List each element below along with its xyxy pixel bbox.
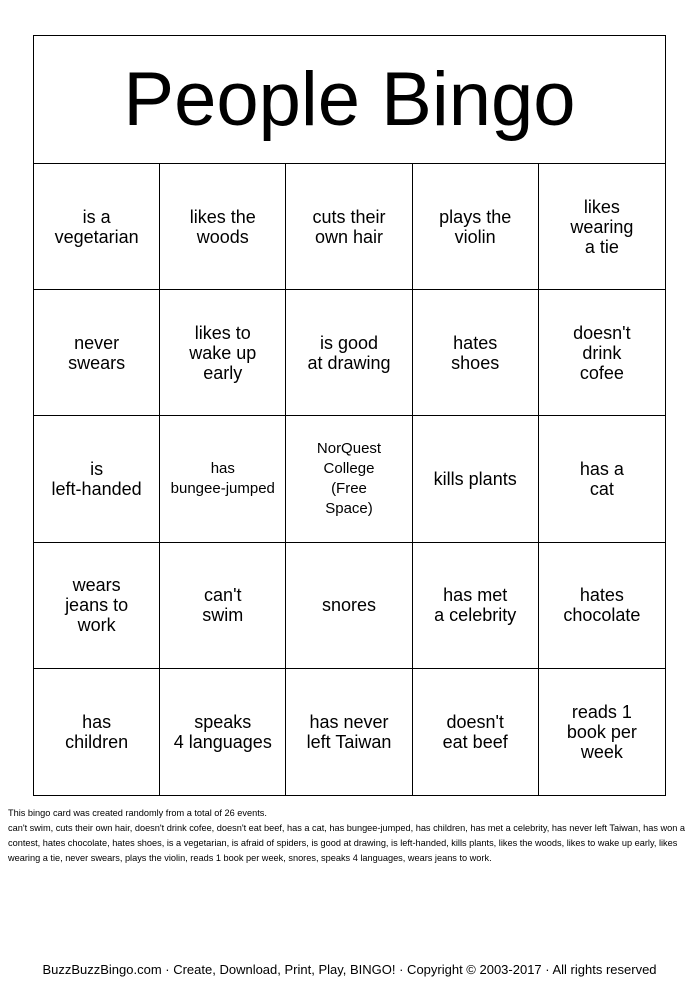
bingo-cell: never swears (34, 290, 160, 416)
bingo-cell: has children (34, 669, 160, 795)
bingo-cell: has never left Taiwan (286, 669, 412, 795)
bingo-grid (34, 164, 665, 795)
bingo-cell: cuts their own hair (286, 164, 412, 290)
bingo-cell: hates chocolate (539, 543, 665, 669)
bingo-card (33, 35, 666, 796)
bingo-cell: wears jeans to work (34, 543, 160, 669)
card-info (8, 806, 691, 866)
bingo-cell: doesn't eat beef (413, 669, 539, 795)
bingo-cell: speaks 4 languages (160, 669, 286, 795)
bingo-cell: is left-handed (34, 416, 160, 542)
bingo-cell: has bungee-jumped (160, 416, 286, 542)
bingo-cell: has met a celebrity (413, 543, 539, 669)
bingo-cell: likes wearing a tie (539, 164, 665, 290)
info-events-list: can't swim, cuts their own hair, doesn't drink cofee, doesn't eat beef, has a cat, has bungee-jumped, has children, has met a celebrity, has never left Taiwan, has won a contest, hates chocolate, hates shoes, is a vegetarian, is afraid of spiders, is good at drawing, is left-handed, kills plants, likes the woods, likes to wake up early, likes wearing a tie, never swears, plays the violin, reads 1 book per week, snores, speaks 4 languages, wears jeans to work. (8, 823, 686, 863)
info-intro: This bingo card was created randomly from a total of 26 events. (8, 808, 267, 818)
bingo-cell: snores (286, 543, 412, 669)
bingo-cell: NorQuest College (Free Space) (286, 416, 412, 542)
bingo-cell: reads 1 book per week (566, 701, 637, 762)
bingo-cell: has a cat (539, 416, 665, 542)
bingo-cell: is a vegetarian (34, 164, 160, 290)
bingo-cell: can't swim (160, 543, 286, 669)
bingo-cell: is good at drawing (286, 290, 412, 416)
bingo-cell: hates shoes (413, 290, 539, 416)
bingo-cell: likes to wake up early (160, 290, 286, 416)
bingo-cell: plays the violin (413, 164, 539, 290)
bingo-cell: kills plants (413, 416, 539, 542)
site-footer: BuzzBuzzBingo.com · Create, Download, Print, Play, BINGO! · Copyright © 2003-2017 · All rights reserved (42, 962, 657, 977)
bingo-cell: doesn't drink cofee (539, 290, 665, 416)
card-title: People Bingo (34, 36, 665, 164)
bingo-cell: likes the woods (160, 164, 286, 290)
